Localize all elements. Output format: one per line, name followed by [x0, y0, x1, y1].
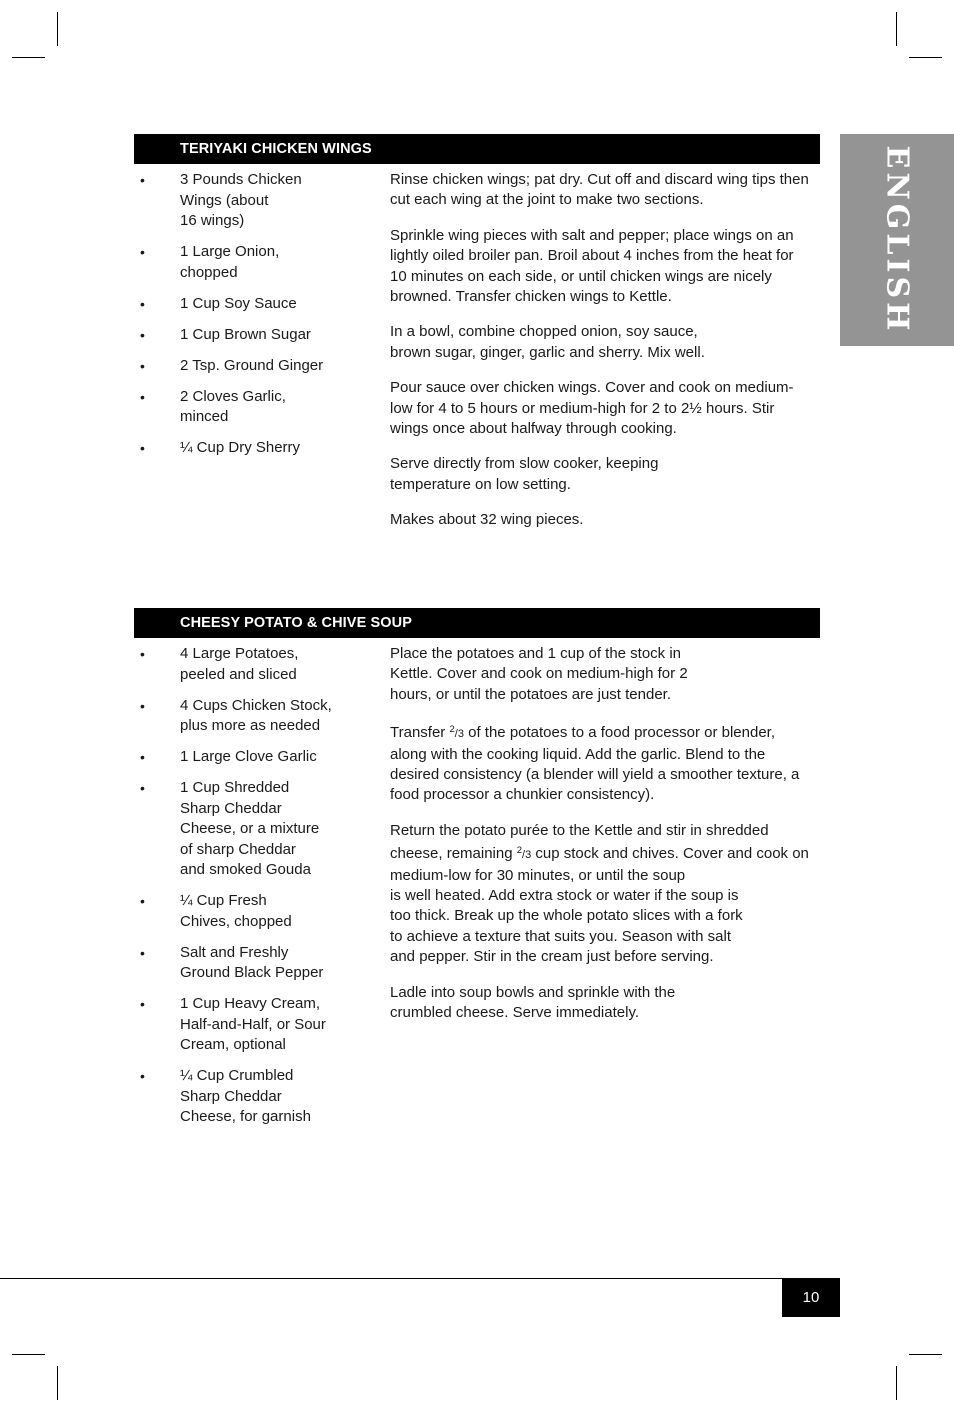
crop-mark — [896, 12, 897, 46]
ingredient-item: • 1 Cup Shredded Sharp Cheddar Cheese, or a mixture of sharp Cheddar and smoked Gouda — [140, 779, 320, 878]
ingredient-item: • 2 Tsp. Ground Ginger — [134, 356, 344, 377]
fraction: $^2$/3 — [516, 845, 532, 862]
bullet: • — [140, 357, 145, 374]
ingredient-item: • ¼ Cup Dry Sherry — [134, 438, 344, 459]
crop-mark — [57, 1366, 58, 1400]
direction-paragraph: Rinse chicken wings; pat dry. Cut off and discard wing tips then cut each wing at the joint to make two sections. — [390, 171, 809, 209]
bullet: • — [140, 780, 145, 796]
direction-paragraph: Serve directly from slow cooker, keeping temperature on low setting. — [390, 455, 659, 493]
fraction: $^2$/3 — [449, 724, 464, 741]
crop-mark — [909, 57, 942, 58]
crop-mark — [909, 1354, 942, 1355]
bullet: • — [140, 388, 145, 405]
ingredient-item: • 1 Cup Brown Sugar — [134, 325, 344, 346]
crop-mark — [12, 57, 45, 58]
ingredient-item: • 1 Large Onion, chopped — [140, 243, 280, 281]
recipe-title: CHEESY POTATO & CHIVE SOUP — [134, 608, 820, 638]
ingredient-item: • ¼ Cup Fresh Chives, chopped — [140, 892, 292, 930]
recipe-section-teriyaki — [134, 134, 820, 529]
crop-mark — [12, 1354, 45, 1355]
ingredient-list — [134, 170, 344, 469]
direction-paragraph: Ladle into soup bowls and sprinkle with the crumbled cheese. Serve immediately. — [390, 983, 676, 1022]
direction-paragraph: Place the potatoes and 1 cup of the stock in Kettle. Cover and cook on medium-high for 2 hours, or until the potatoes are just tender. — [390, 645, 688, 703]
footer-rule — [0, 1278, 784, 1279]
recipe-section-potato-soup — [134, 608, 820, 1125]
directions — [390, 644, 810, 1039]
ingredient-item: • ¼ Cup Crumbled Sharp Cheddar Cheese, for garnish — [140, 1067, 311, 1125]
ingredient-item: • 4 Large Potatoes, peeled and sliced — [140, 645, 299, 683]
ingredient-list — [134, 644, 344, 1138]
direction-paragraph: Transfer $^2$/3 of the potatoes to a food processor or blender, along with the cooking liquid. Add the garlic. Blend to the desired consistency (a blender will yield a smoother texture, a food processor a chunkier consistency). — [390, 724, 800, 804]
direction-paragraph: Sprinkle wing pieces with salt and pepper; place wings on an lightly oiled broiler pan. Broil about 4 inches from the heat for 10 minutes on each side, or until chicken wings are nicely browned. Transfer chicken wings to Kettle. — [390, 226, 794, 306]
bullet: • — [140, 996, 145, 1012]
bullet: • — [140, 1068, 145, 1084]
language-tab-label: ENGLISH — [879, 145, 915, 335]
direction-paragraph: Return the potato purée to the Kettle and stir in shredded cheese, remaining $^2$/3 cup stock and chives. Cover and cook on medium-low for 30 minutes, or until the soup is well heated. Add extra stock or water if the soup is too thick. Break up the whole potato slices with a fork to achieve a texture that suits you. Season with salt and pepper. Stir in the cream just before serving. — [390, 821, 809, 966]
bullet: • — [140, 893, 145, 909]
crop-mark — [896, 1366, 897, 1400]
recipe-title: TERIYAKI CHICKEN WINGS — [134, 134, 820, 164]
ingredient-item: • 4 Cups Chicken Stock, plus more as needed — [140, 696, 332, 734]
page-number: 10 — [782, 1278, 840, 1317]
bullet: • — [140, 326, 145, 343]
ingredient-item: • 1 Large Clove Garlic — [134, 747, 344, 768]
bullet: • — [140, 749, 145, 765]
ingredient-item: • 2 Cloves Garlic, minced — [140, 387, 286, 425]
direction-paragraph: Makes about 32 wing pieces. — [390, 511, 584, 529]
direction-paragraph: Pour sauce over chicken wings. Cover and cook on medium-low for 4 to 5 hours or medium-high for 2 to 2½ hours. Stir wings once about halfway through cooking. — [390, 379, 794, 438]
bullet: • — [140, 172, 145, 188]
ingredient-item: • 1 Cup Soy Sauce — [134, 294, 344, 315]
crop-mark — [57, 12, 58, 46]
ingredient-item: • 1 Cup Heavy Cream, Half-and-Half, or Sour Cream, optional — [140, 995, 326, 1053]
ingredient-item: • 3 Pounds Chicken Wings (about 16 wings) — [140, 171, 302, 229]
bullet: • — [140, 697, 145, 714]
bullet: • — [140, 646, 145, 662]
bullet: • — [140, 944, 145, 961]
directions — [390, 170, 810, 546]
ingredient-item: • Salt and Freshly Ground Black Pepper — [140, 943, 324, 981]
bullet: • — [140, 295, 145, 312]
direction-paragraph: In a bowl, combine chopped onion, soy sauce, brown sugar, ginger, garlic and sherry. Mix well. — [390, 323, 705, 361]
bullet: • — [140, 440, 145, 456]
language-tab — [840, 134, 954, 346]
bullet: • — [140, 244, 145, 260]
